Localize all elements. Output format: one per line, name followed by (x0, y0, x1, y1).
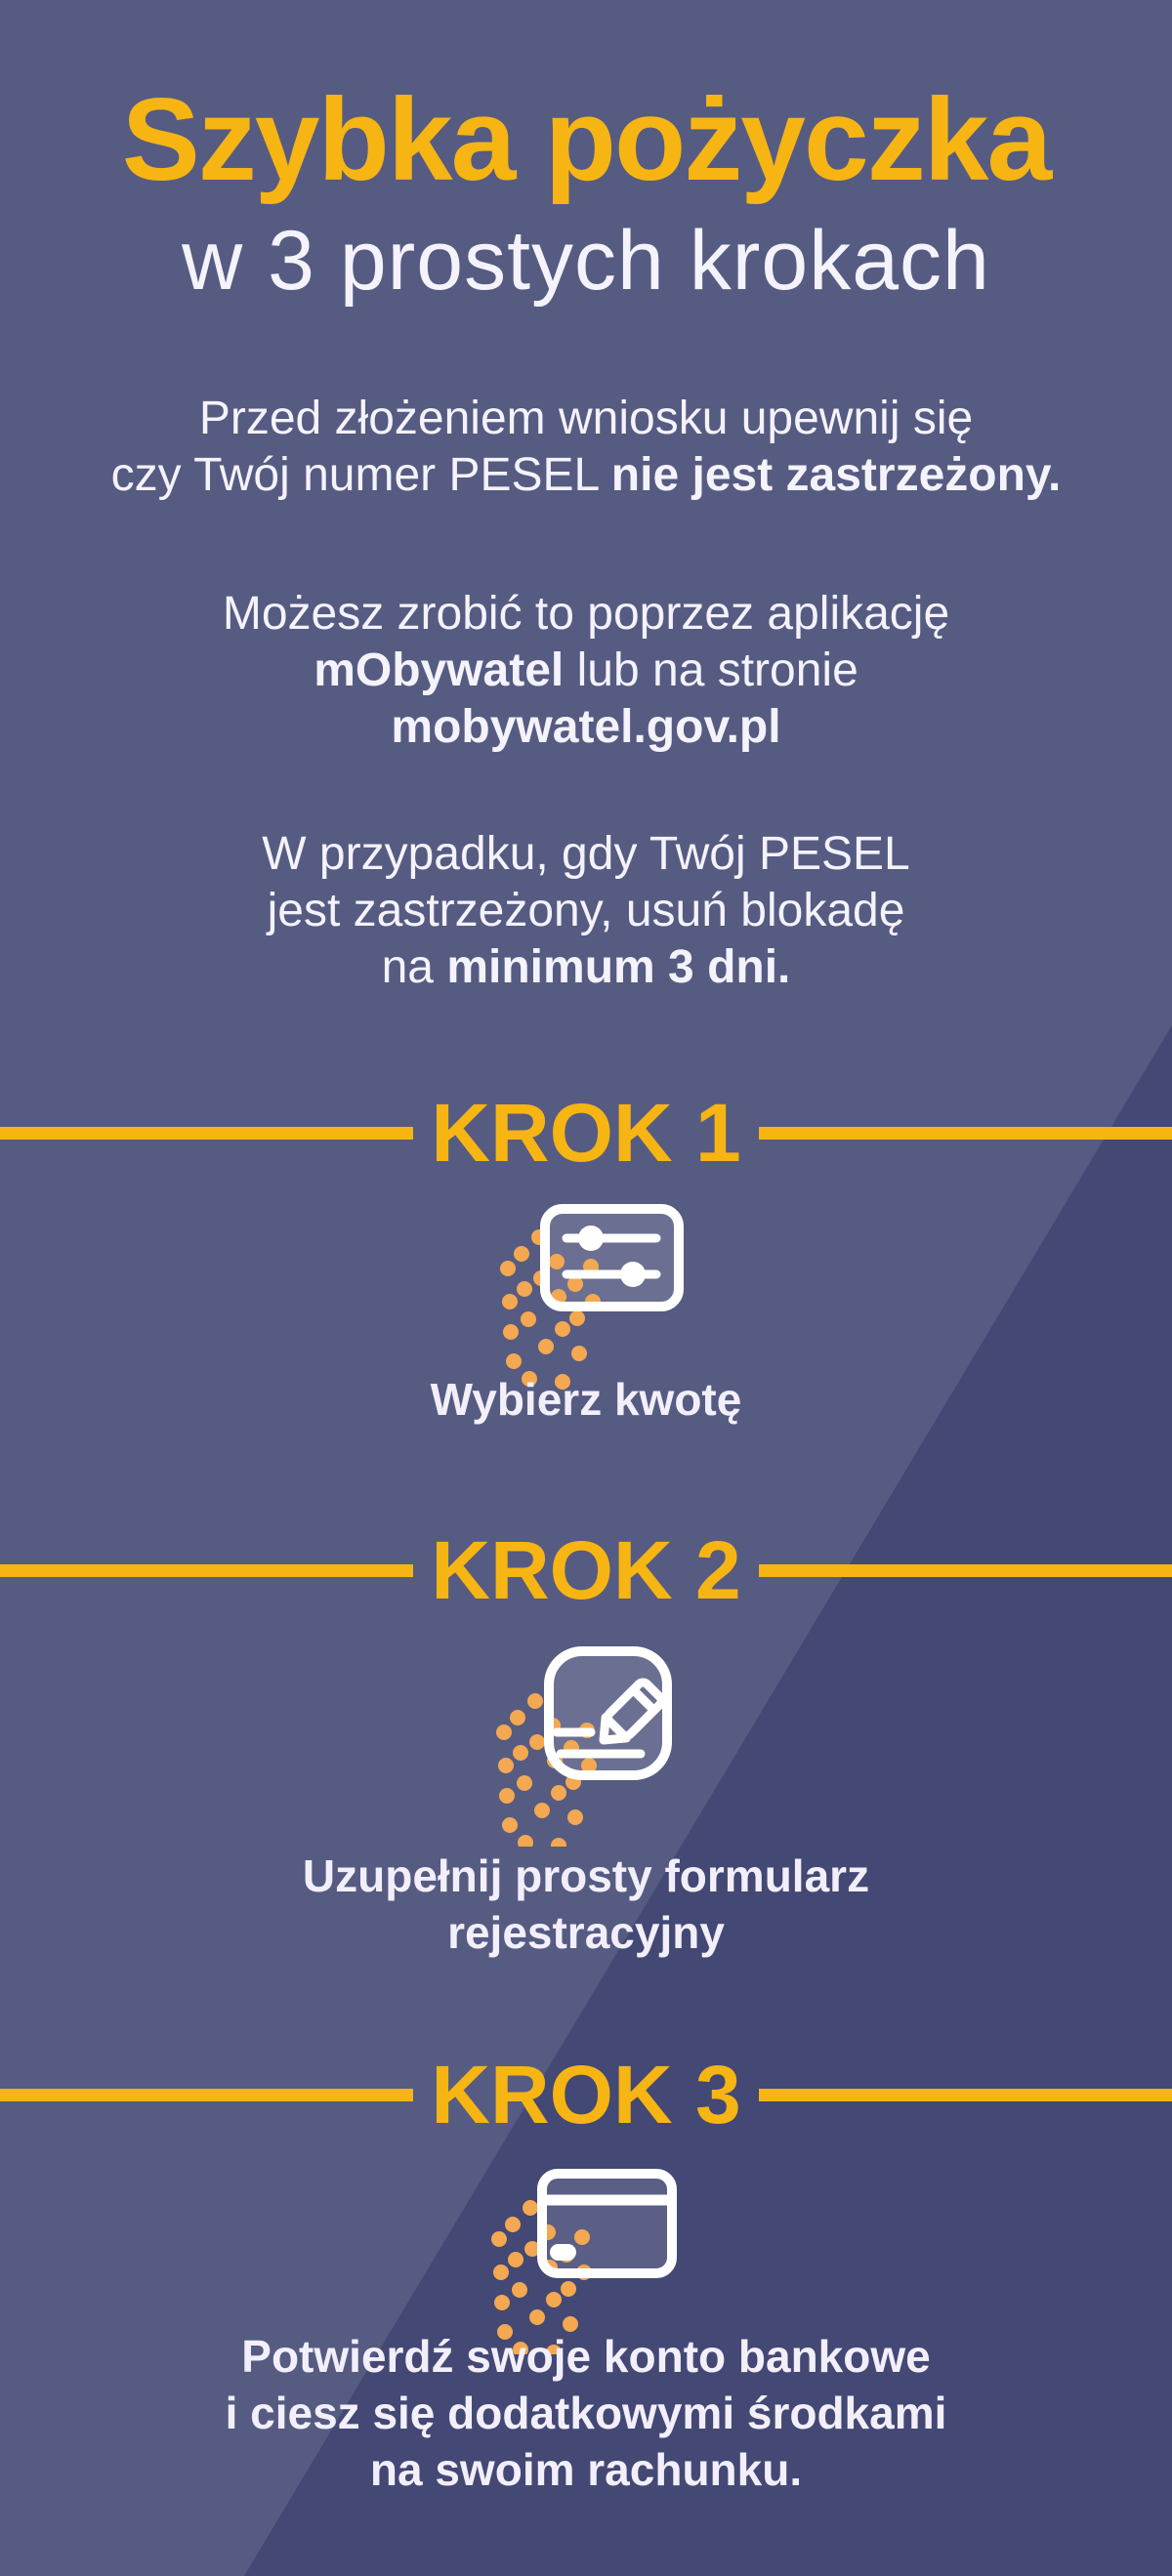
divider-line-right (759, 1127, 1172, 1140)
intro-p1-line1: Przed złożeniem wniosku upewnij się (198, 393, 974, 444)
page-title: Szybka pożyczka (121, 74, 1051, 205)
intro-p3-line2: jest zastrzeżony, usuń blokadę (267, 885, 905, 936)
intro-p3-line3: na minimum 3 dni. (381, 941, 791, 993)
step2-label: KROK 2 (431, 1524, 741, 1616)
sliders-icon (488, 1204, 689, 1394)
credit-card-icon (483, 2169, 684, 2354)
intro-paragraph-1 (0, 391, 1172, 504)
divider-line-left (0, 2089, 413, 2101)
step3-caption (0, 2328, 1172, 2498)
step3-caption-line1: Potwierdź swoje konto bankowe (241, 2331, 931, 2382)
mobywatel-app-bold: mObywatel (314, 644, 565, 696)
intro-p3-line1: W przypadku, gdy Twój PESEL (262, 828, 910, 880)
step3-caption-line2: i ciesz się dodatkowymi środkami (225, 2388, 947, 2438)
intro-paragraph-3 (0, 826, 1172, 996)
step1-caption (0, 1371, 1172, 1428)
minimum-days-bold: minimum 3 dni. (446, 941, 791, 993)
pencil-form-icon (488, 1646, 689, 1847)
page-subtitle: w 3 prostych krokach (182, 214, 990, 308)
intro-p2-line2: mObywatel lub na stronie (314, 644, 858, 696)
sliders-icon-panel (545, 1209, 679, 1307)
divider-line-left (0, 1127, 413, 1140)
divider-line-left (0, 1564, 413, 1577)
step2-caption (0, 1848, 1172, 1961)
intro-p2-line3 (0, 699, 1172, 756)
step3-divider (0, 2050, 1172, 2140)
step1-caption-line1: Wybierz kwotę (430, 1374, 742, 1425)
step3-caption-line3: na swoim rachunku. (369, 2444, 803, 2495)
intro-p1-line2: czy Twój numer PESEL nie jest zastrzeżony. (110, 449, 1062, 501)
step2-divider (0, 1525, 1172, 1615)
pesel-warning-bold: nie jest zastrzeżony. (610, 449, 1062, 501)
step1-divider (0, 1088, 1172, 1178)
step2-caption-line1: Uzupełnij prosty formularz (302, 1850, 870, 1901)
step2-caption-line2: rejestracyjny (447, 1907, 725, 1958)
intro-paragraph-2 (0, 586, 1172, 756)
intro-p2-line1: Możesz zrobić to poprzez aplikację (222, 588, 950, 640)
divider-line-right (759, 1564, 1172, 1577)
mobywatel-url-bold: mobywatel.gov.pl (391, 701, 781, 753)
step3-label: KROK 3 (431, 2049, 741, 2140)
step1-label: KROK 1 (431, 1087, 741, 1179)
divider-line-right (759, 2089, 1172, 2101)
